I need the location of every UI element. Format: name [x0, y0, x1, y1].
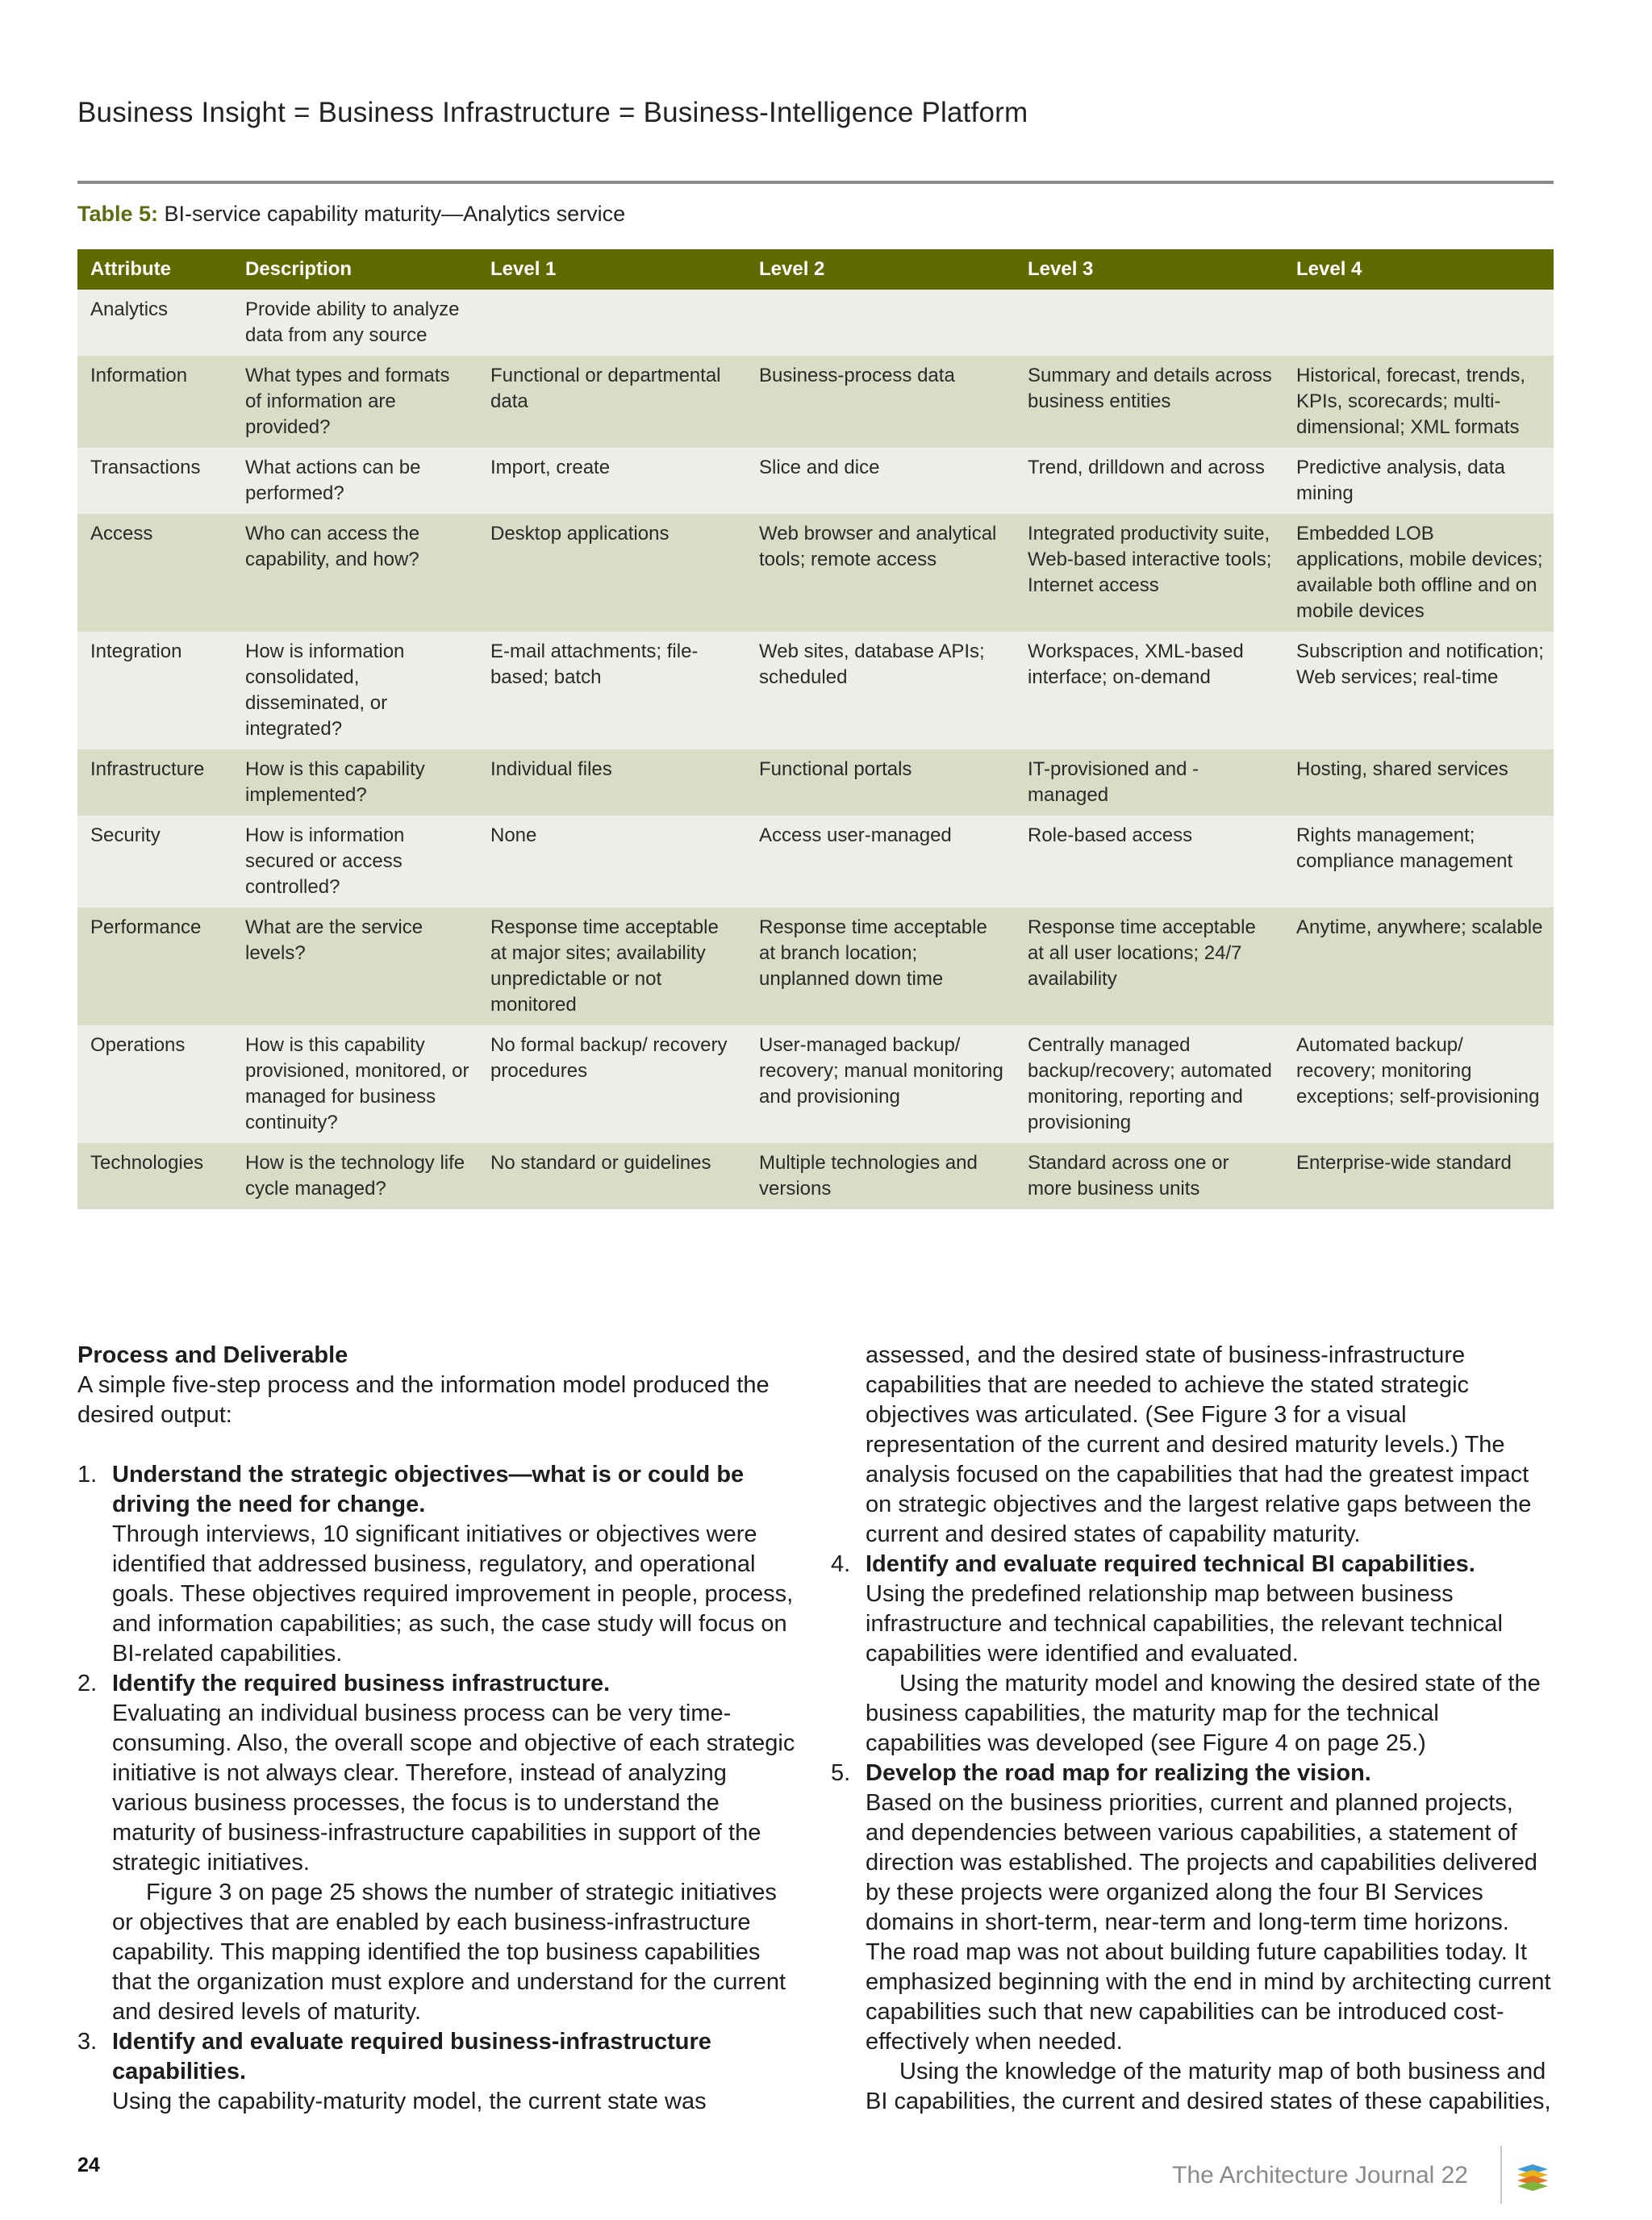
table-cell: Information [77, 356, 232, 448]
table-caption-label: Table 5: [77, 202, 159, 226]
table-cell: Integrated productivity suite, Web-based interactive tools; Internet access [1015, 514, 1283, 632]
table-cell: Rights management; compliance management [1283, 816, 1554, 908]
step-1 [77, 1460, 803, 1669]
table-row [77, 514, 1554, 632]
section-heading: Process and Deliverable [77, 1342, 348, 1368]
column-header-attribute: Attribute [77, 249, 232, 290]
step-3 [77, 2027, 803, 2117]
table-cell: Access [77, 514, 232, 632]
step-text: Evaluating an individual business process can be very time-consuming. Also, the overall scope and objective of each strategic initiative is not always clear. Therefore, instead of analyzing various business processes, the focus is to understand the maturity of business-infrastructure capabilities in support of the strategic initiatives. [112, 1700, 795, 1876]
table-cell: Desktop applications [478, 514, 746, 632]
table-cell: Subscription and notification; Web services; real-time [1283, 632, 1554, 749]
table-cell: Web browser and analytical tools; remote access [746, 514, 1015, 632]
table-cell: Functional portals [746, 749, 1015, 816]
table-cell: What actions can be performed? [232, 448, 478, 514]
table-cell: How is this capability implemented? [232, 749, 478, 816]
table-cell: Access user-managed [746, 816, 1015, 908]
table-row [77, 448, 1554, 514]
table-cell: Operations [77, 1025, 232, 1143]
table-cell: How is this capability provisioned, monitored, or managed for business continuity? [232, 1025, 478, 1143]
table-cell: Workspaces, XML-based interface; on-demand [1015, 632, 1283, 749]
table-cell: Provide ability to analyze data from any source [232, 290, 478, 356]
table-cell: IT-provisioned and -managed [1015, 749, 1283, 816]
step-text: Figure 3 on page 25 shows the number of strategic initiatives or objectives that are enabled by each business-infrastructure capability. This mapping identified the top business capabilities that the organization must explore and understand for the current and desired levels of maturity. [112, 1880, 786, 2025]
table-row [77, 1025, 1554, 1143]
step-text: Using the knowledge of the maturity map of both business and BI capabilities, the current and desired states of these capabilities, [866, 2059, 1551, 2114]
table-cell: Multiple technologies and versions [746, 1143, 1015, 1209]
left-text-column [77, 1341, 803, 2117]
column-header-description: Description [232, 249, 478, 290]
table-caption-text: BI-service capability maturity—Analytics service [158, 202, 626, 226]
step-2 [77, 1669, 803, 2027]
header-divider [77, 181, 1554, 184]
page-number: 24 [77, 2154, 100, 2176]
table-cell: How is the technology life cycle managed? [232, 1143, 478, 1209]
table-row [77, 290, 1554, 356]
step-text: Using the capability-maturity model, the current state was [112, 2089, 707, 2114]
table-cell: Slice and dice [746, 448, 1015, 514]
step-text: Through interviews, 10 significant initiatives or objectives were identified that addressed business, regulatory, and operational goals. These objectives required improvement in people, process, and information capabilities; as such, the case study will focus on BI-related capabilities. [112, 1521, 794, 1667]
step-4 [831, 1550, 1553, 1759]
step-title: Identify and evaluate required business-infrastructure capabilities. [112, 2029, 711, 2084]
table-caption [77, 202, 1554, 227]
table-cell: Embedded LOB applications, mobile devices; available both offline and on mobile devices [1283, 514, 1554, 632]
step-5 [831, 1759, 1553, 2117]
step-number: 5. [831, 1760, 851, 1786]
table-cell: Integration [77, 632, 232, 749]
step-number: 1. [77, 1462, 98, 1488]
paragraph-gap [77, 1430, 803, 1460]
table-cell: Response time acceptable at branch location; unplanned down time [746, 908, 1015, 1025]
table-cell: Hosting, shared services [1283, 749, 1554, 816]
table-cell: Web sites, database APIs; scheduled [746, 632, 1015, 749]
table-cell: Standard across one or more business units [1015, 1143, 1283, 1209]
table-cell: Automated backup/ recovery; monitoring exceptions; self-provisioning [1283, 1025, 1554, 1143]
architecture-journal-logo-icon [1516, 2162, 1550, 2194]
right-text-column [831, 1341, 1553, 2117]
step-title: Understand the strategic objectives—what is or could be driving the need for change. [112, 1462, 745, 1517]
table-cell: Infrastructure [77, 749, 232, 816]
step-text: Based on the business priorities, current and planned projects, and dependencies between various capabilities, a statement of direction was established. The projects and capabilities delivered by these projects were organized along the four BI Services domains in short-term, near-term and long-term time horizons. The road map was not about building future capabilities today. It emphasized beginning with the end in mind by architecting current capabilities such that new capabilities can be introduced cost-effectively when needed. [866, 1790, 1551, 2055]
table-cell: How is information secured or access controlled? [232, 816, 478, 908]
table-row [77, 816, 1554, 908]
table-row [77, 749, 1554, 816]
table-row [77, 356, 1554, 448]
step-text: Using the maturity model and knowing the desired state of the business capabilities, the maturity map for the technical capabilities was developed (see Figure 4 on page 25.) [866, 1671, 1541, 1756]
table-cell: How is information consolidated, disseminated, or integrated? [232, 632, 478, 749]
table-cell: None [478, 816, 746, 908]
running-title: Business Insight = Business Infrastructure = Business-Intelligence Platform [77, 97, 1028, 128]
table-cell: Individual files [478, 749, 746, 816]
column-header-level-3: Level 3 [1015, 249, 1283, 290]
table-cell: Enterprise-wide standard [1283, 1143, 1554, 1209]
table-cell: Response time acceptable at major sites; availability unpredictable or not monitored [478, 908, 746, 1025]
table-cell: Security [77, 816, 232, 908]
table-cell: User-managed backup/ recovery; manual monitoring and provisioning [746, 1025, 1015, 1143]
step-number: 4. [831, 1551, 851, 1577]
step-title: Identify the required business infrastructure. [112, 1671, 611, 1696]
table-cell: Performance [77, 908, 232, 1025]
table-cell [1015, 290, 1283, 356]
table-header-row [77, 249, 1554, 290]
table-cell: Functional or departmental data [478, 356, 746, 448]
table-cell [1283, 290, 1554, 356]
table-cell: Predictive analysis, data mining [1283, 448, 1554, 514]
table-cell: Summary and details across business entities [1015, 356, 1283, 448]
table-cell: Response time acceptable at all user locations; 24/7 availability [1015, 908, 1283, 1025]
column-header-level-4: Level 4 [1283, 249, 1554, 290]
table-cell: What types and formats of information are provided? [232, 356, 478, 448]
table-cell: Import, create [478, 448, 746, 514]
table-cell [746, 290, 1015, 356]
table-cell: What are the service levels? [232, 908, 478, 1025]
step-title: Identify and evaluate required technical BI capabilities. [866, 1551, 1475, 1577]
step-text: Using the predefined relationship map between business infrastructure and technical capabilities, the relevant technical capabilities were identified and evaluated. [866, 1581, 1503, 1667]
intro-paragraph: A simple five-step process and the information model produced the desired output: [77, 1372, 770, 1428]
table-cell: Historical, forecast, trends, KPIs, scorecards; multi-dimensional; XML formats [1283, 356, 1554, 448]
journal-name: The Architecture Journal 22 [1172, 2162, 1468, 2189]
table-cell [478, 290, 746, 356]
step-number: 2. [77, 1671, 98, 1696]
table-row [77, 632, 1554, 749]
table-row [77, 908, 1554, 1025]
table-cell: Anytime, anywhere; scalable [1283, 908, 1554, 1025]
table-cell: Who can access the capability, and how? [232, 514, 478, 632]
table-cell: E-mail attachments; file-based; batch [478, 632, 746, 749]
step-3-continued-text: assessed, and the desired state of business-infrastructure capabilities that are needed to achieve the stated strategic objectives was articulated. (See Figure 3 for a visual representation of the current and desired maturity levels.) The analysis focused on the capabilities that had the greatest impact on strategic objectives and the largest relative gaps between the current and desired states of capability maturity. [866, 1342, 1532, 1547]
table-row [77, 1143, 1554, 1209]
table-cell: Role-based access [1015, 816, 1283, 908]
table-cell: No standard or guidelines [478, 1143, 746, 1209]
table-cell: Business-process data [746, 356, 1015, 448]
table-cell: Analytics [77, 290, 232, 356]
column-header-level-2: Level 2 [746, 249, 1015, 290]
step-title: Develop the road map for realizing the vision. [866, 1760, 1371, 1786]
table-cell: Trend, drilldown and across [1015, 448, 1283, 514]
table-cell: Centrally managed backup/recovery; automated monitoring, reporting and provisioning [1015, 1025, 1283, 1143]
maturity-table [77, 249, 1554, 1209]
column-header-level-1: Level 1 [478, 249, 746, 290]
step-number: 3. [77, 2029, 98, 2055]
footer-divider [1500, 2146, 1502, 2204]
table-cell: No formal backup/ recovery procedures [478, 1025, 746, 1143]
table-cell: Transactions [77, 448, 232, 514]
table-cell: Technologies [77, 1143, 232, 1209]
